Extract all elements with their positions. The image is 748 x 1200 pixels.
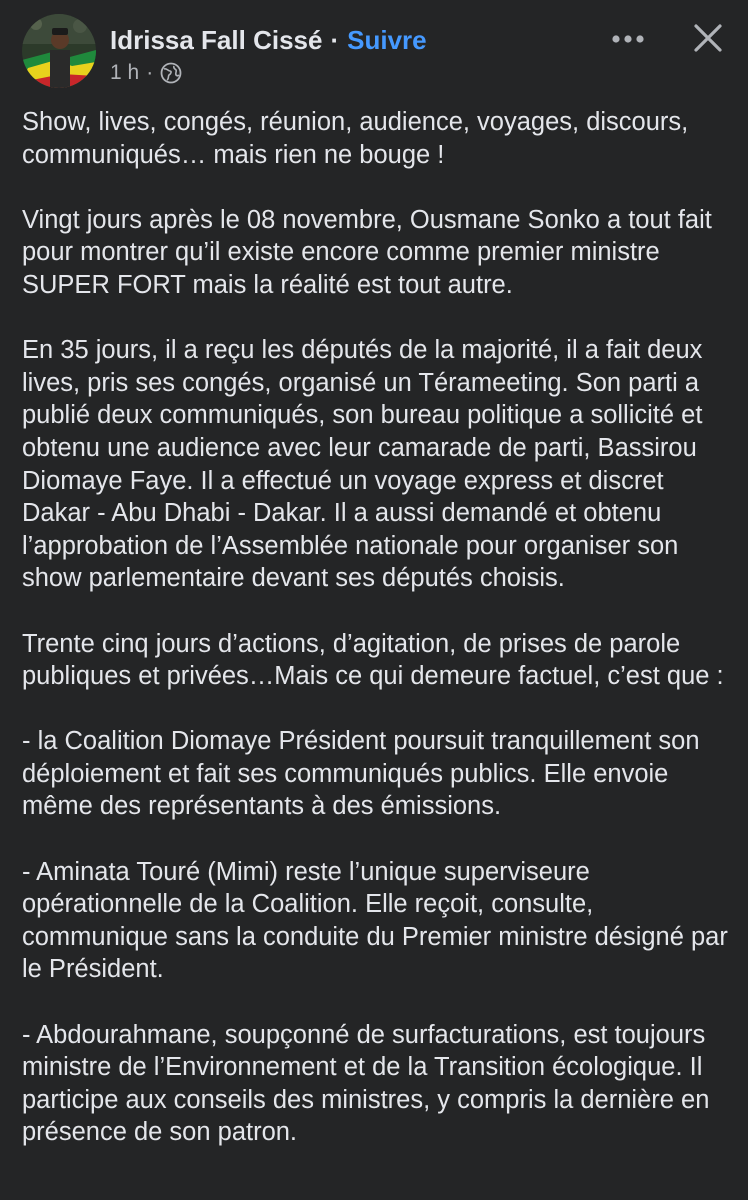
author-avatar[interactable] — [22, 14, 96, 88]
post-paragraph: - Abdourahmane, soupçonné de surfacturations, est toujours ministre de l’Environnement et de la Transition écologique. Il participe aux conseils des ministres, y compris la dernière en présence de son patron. — [22, 1020, 710, 1147]
post-timestamp[interactable]: 1 h — [110, 61, 140, 84]
follow-button[interactable]: Suivre — [347, 24, 427, 55]
post-paragraph: En 35 jours, il a reçu les députés de la majorité, il a fait deux lives, pris ses congés, organisé un Térameeting. Son parti a publié deux communiqués, son bureau politique a sollicité et obtenu une audience avec leur camarade de parti, Bassirou Diomaye Faye. Il a effectué un voyage express et discret Dakar - Abu Dhabi - Dakar. Il a aussi demandé et obtenu l’approbation de l’Assemblée nationale pour organiser son show parlementaire devant ses députés choisis. — [22, 336, 703, 593]
author-line — [110, 22, 427, 58]
post-header — [0, 0, 748, 100]
post-paragraph: - la Coalition Diomaye Président poursuit tranquillement son déploiement et fait ses communiqués publics. Elle envoie même des représentants à des émissions. — [22, 727, 700, 821]
post-paragraph: Vingt jours après le 08 novembre, Ousmane Sonko a tout fait pour montrer qu’il existe encore comme premier ministre SUPER FORT mais la réalité est tout autre. — [22, 205, 712, 299]
globe-icon — [160, 62, 182, 84]
close-icon[interactable] — [690, 20, 726, 56]
avatar-photo — [22, 14, 96, 88]
post-paragraph: - Aminata Touré (Mimi) reste l’unique superviseure opérationnelle de la Coalition. Elle reçoit, consulte, communique sans la conduite du Premier ministre désigné par le Président. — [22, 857, 728, 984]
post-paragraph: Show, lives, congés, réunion, audience, voyages, discours, communiqués… mais rien ne bouge ! — [22, 108, 689, 169]
author-name[interactable]: Idrissa Fall Cissé — [110, 24, 323, 55]
name-separator: · — [330, 24, 340, 55]
more-dots-icon[interactable] — [608, 22, 648, 56]
post-meta — [110, 58, 182, 88]
meta-separator: · — [146, 61, 154, 84]
post-paragraph: Trente cinq jours d’actions, d’agitation, de prises de parole publiques et privées…Mais ce qui demeure factuel, c’est que : — [22, 629, 724, 691]
post-text — [22, 106, 734, 1182]
